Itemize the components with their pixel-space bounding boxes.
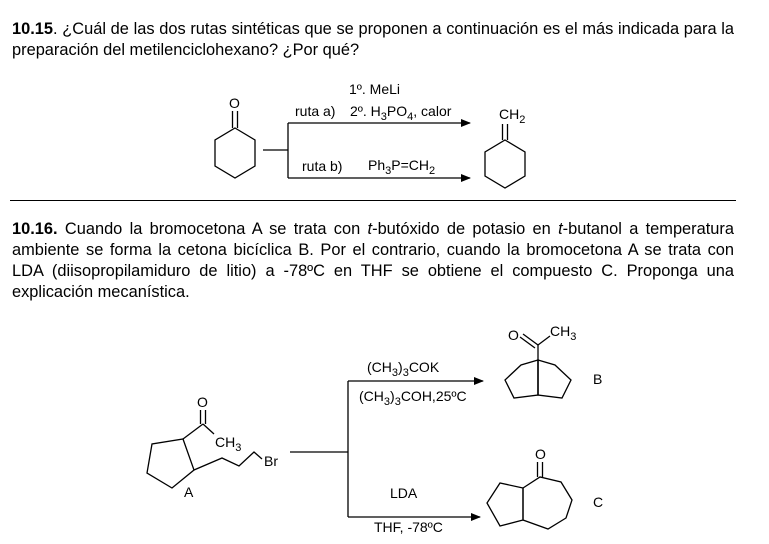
upper-reagent: $(CH_3)_3COK$ <box>367 359 440 379</box>
problem-10-16-italic-t-2: t <box>558 220 563 238</box>
label-a: A <box>184 484 194 500</box>
problem-10-16-body-3: -butanol a temperatura ambiente se forma la cetona bicíclica B. Por el contrario, cuando la bromocetona A se trata con LDA (diisopropilamiduro de litio) a -78ºC en THF se obtiene el compuesto C. Proponga una explicación mecanística. <box>12 220 734 301</box>
route-b-reagent: $Ph_3P=CH_2$ <box>368 157 436 177</box>
label-c: C <box>593 494 604 510</box>
reactant-bromine: Br <box>264 453 278 469</box>
route-a-label: ruta a) <box>295 103 336 119</box>
product-c-oxygen: O <box>535 446 546 462</box>
upper-condition: $(CH_3)_3COH,25ºC$ <box>359 388 467 408</box>
methylenecyclohexane-structure <box>485 106 525 188</box>
product-b-methyl: $CH_3$ <box>550 323 577 343</box>
reactant-oxygen: O <box>197 394 208 410</box>
product-c-structure <box>487 446 603 529</box>
route-a-step-1: 1º. MeLi <box>349 81 401 97</box>
methylene-group: $CH_2$ <box>499 106 526 126</box>
problem-10-15-number: 10.15 <box>12 20 54 38</box>
product-b-oxygen: O <box>508 327 519 343</box>
problem-10-16-body-2: -butóxido de potasio en <box>372 220 559 238</box>
problem-10-16-italic-t-1: t <box>367 220 373 238</box>
lower-reagent: LDA <box>390 485 418 501</box>
cyclohexanone-oxygen: O <box>229 95 240 111</box>
problem-10-16-body-1: Cuando la bromocetona A se trata con <box>57 220 368 238</box>
product-b-structure <box>505 323 602 398</box>
problem-10-16-number: 10.16. <box>12 220 58 238</box>
route-b-label: ruta b) <box>302 158 343 174</box>
reactant-methyl: $CH_3$ <box>215 434 242 454</box>
cyclohexanone-structure <box>215 95 255 178</box>
problem-10-15-body: . ¿Cuál de las dos rutas sintéticas que se proponen a continuación es el más indicada para la preparación del metilenciclohexano? ¿Por qué? <box>12 20 734 59</box>
bromoketone-a-structure <box>147 394 278 500</box>
label-b: B <box>593 371 603 387</box>
lower-condition: THF, -78ºC <box>374 519 443 535</box>
route-a-step-2: 2º. $H_3PO_4$, calor <box>350 103 452 123</box>
